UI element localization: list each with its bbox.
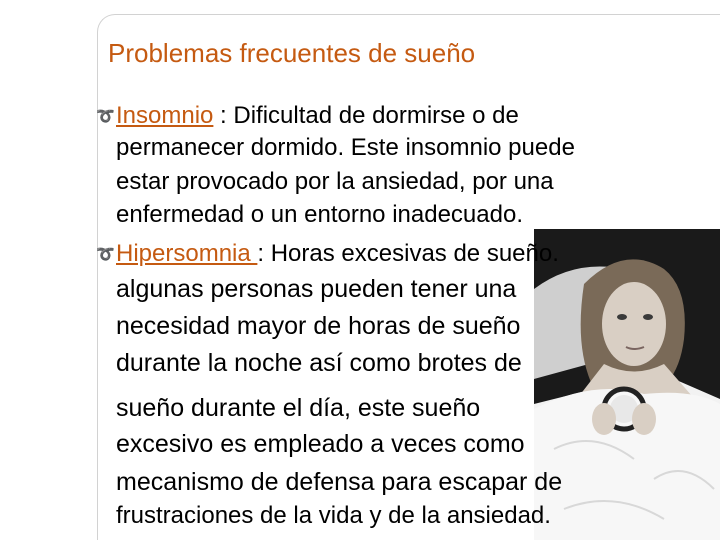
item-line: estar provocado por la ansiedad, por una [116,168,554,195]
item-line: excesivo es empleado a veces como [116,430,525,458]
list-item-hipersomnia [116,238,559,270]
item-line: sueño durante el día, este sueño [116,394,481,422]
item-line: durante la noche así como brotes de [116,349,522,377]
arrow-bullet-icon: ➰ [96,246,115,263]
item-line: : Horas excesivas de sueño. [257,240,559,267]
item-line: mecanismo de defensa para escapar de [116,468,563,496]
item-line: necesidad mayor de horas de sueño [116,312,521,340]
item-line: frustraciones de la vida y de la ansiedad. [116,502,551,529]
item-line: algunas personas pueden tener una [116,275,517,303]
term-insomnio: Insomnio [116,102,214,129]
arrow-bullet-icon: ➰ [96,108,115,125]
list-item-insomnio [116,100,519,132]
slide-title: Problemas frecuentes de sueño [108,38,476,68]
item-line: enfermedad o un entorno inadecuado. [116,201,523,228]
term-hipersomnia: Hipersomnia [116,240,258,267]
item-line: permanecer dormido. Este insomnio puede [116,134,575,161]
item-line: : Dificultad de dormirse o de [213,102,519,129]
